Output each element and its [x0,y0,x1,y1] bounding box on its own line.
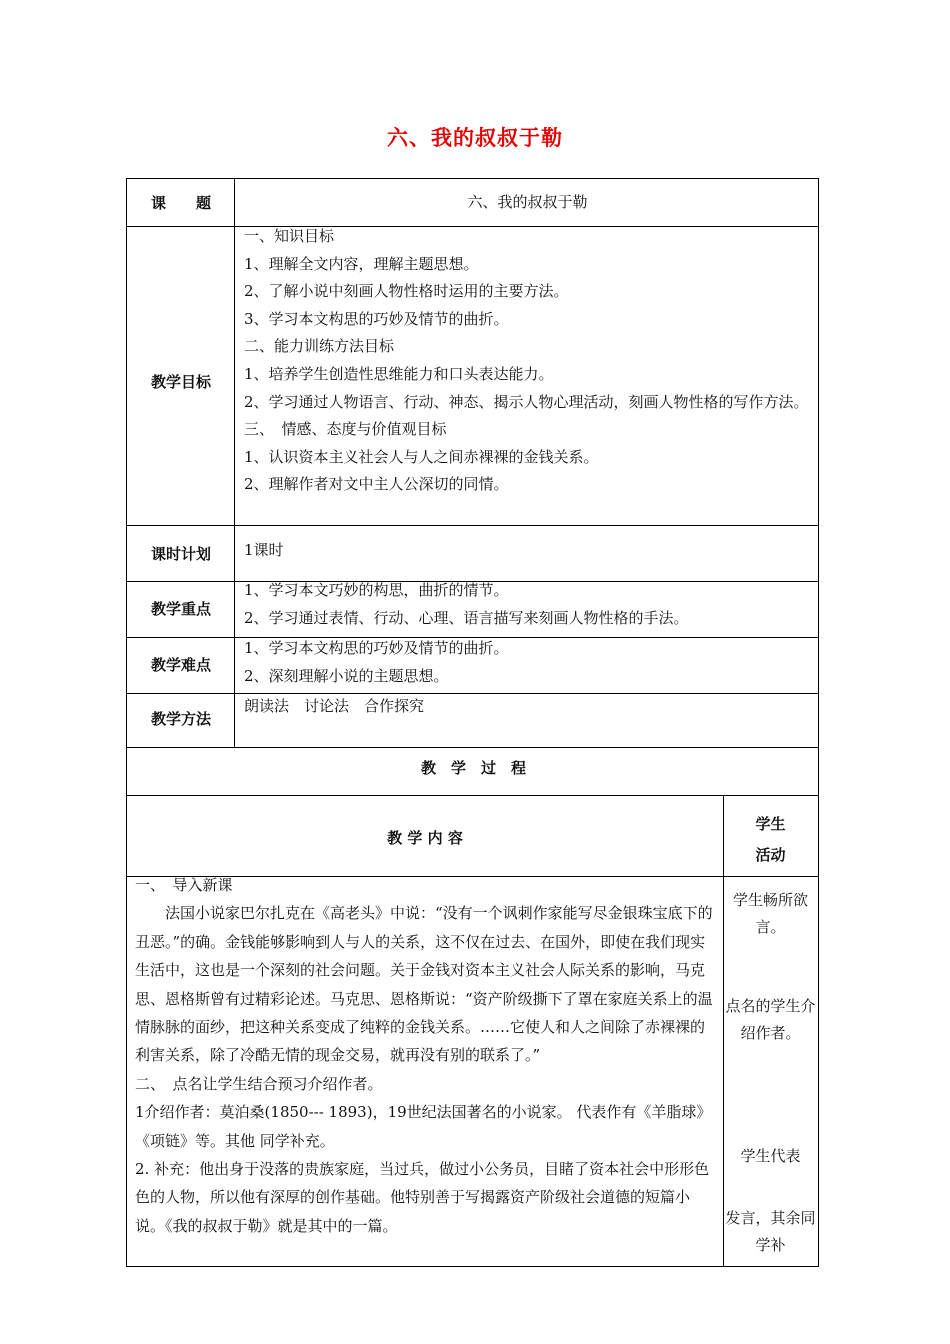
page-title: 六、我的叔叔于勒 [387,126,563,150]
activity-header-line-2: 活动 [755,846,786,864]
goal-line: 1、培养学生创造性思维能力和口头表达能力。 [244,364,554,383]
topic-label: 课 题 [150,194,211,212]
topic-value: 六、我的叔叔于勒 [467,193,588,211]
content-paragraph: 一、 导入新课 [135,876,233,894]
key-points-list [244,577,814,632]
content-paragraph: 2. 补充：他出身于没落的贵族家庭，当过兵，做过小公务员，目睹了资本社会中形形色色的人物，所以他有深厚的创作基础。他特别善于写揭露资产阶级社会道德的短篇小说。《我的叔叔于勒》就是其中的一篇。 [135,1160,710,1235]
goal-line: 2、学习通过人物语言、行动、神态、揭示人物心理活动，刻画人物性格的写作方法。 [244,392,809,411]
activity-header [724,809,817,871]
goal-line: 1、认识资本主义社会人与人之间赤裸裸的金钱关系。 [244,447,599,466]
activity-note: 点名的学生介绍作者。 [725,997,816,1042]
lesson-plan-table [126,178,819,1267]
process-header: 教 学 过 程 [420,759,526,777]
activity-header-line-1: 学生 [755,815,786,833]
goal-line: 三、 情感、态度与价值观目标 [244,420,447,439]
methods-value: 朗读法 讨论法 合作探究 [244,697,425,715]
activity-note: 学生代表 [740,1147,801,1165]
goal-line: 二、能力训练方法目标 [244,337,395,356]
content-paragraph: 二、 点名让学生结合预习介绍作者。 [135,1074,383,1093]
content-paragraph: 1介绍作者：莫泊桑(1850--- 1893)，19世纪法国著名的小说家。 代表作有《羊脂球》《项链》等。其他 同学补充。 [135,1103,712,1150]
key-point-line: 1、学习本文巧妙的构思，曲折的情节。 [244,581,509,599]
difficulties-list [244,635,814,690]
schedule-value: 1课时 [244,541,284,559]
row-divider [127,795,818,796]
goals-list [244,223,814,499]
row-divider [127,525,818,526]
methods-label: 教学方法 [150,710,211,728]
activity-note: 学生畅所欲言。 [732,891,808,936]
key-point-line: 2、学习通过表情、行动、心理、语言描写来刻画人物性格的手法。 [244,608,689,627]
goals-label: 教学目标 [150,373,211,391]
content-body [135,871,717,1240]
difficulty-line: 2、深刻理解小说的主题思想。 [244,666,449,685]
content-paragraph: 法国小说家巴尔扎克在《高老头》中说：“没有一个讽刺作家能写尽金银珠宝底下的丑恶。”的确。金钱能够影响到人与人的关系，这不仅在过去、在国外，即使在我们现实生活中，这也是一个深刻的社会问题。关于金钱对资本主义社会人际关系的影响，马克思、恩格斯曾有过精彩论述。马克思、恩格斯说：“资产阶级撕下了罩在家庭关系上的温情脉脉的面纱，把这种关系变成了纯粹的金钱关系。……它使人和人之间除了赤裸裸的利害关系，除了冷酷无情的现金交易，就再没有别的联系了。” [135,904,713,1065]
goal-line: 2、理解作者对文中主人公深切的同情。 [244,475,509,494]
difficulties-label: 教学难点 [150,656,211,674]
goal-line: 2、了解小说中刻画人物性格时运用的主要方法。 [244,282,569,301]
row-divider [127,747,818,748]
key-points-label: 教学重点 [150,600,211,618]
content-header: 教 学 内 容 [387,829,463,847]
goal-line: 3、学习本文构思的巧妙及情节的曲折。 [244,309,509,328]
goal-line: 1、理解全文内容，理解主题思想。 [244,254,479,273]
difficulty-line: 1、学习本文构思的巧妙及情节的曲折。 [244,639,509,657]
goal-line: 一、知识目标 [244,227,335,245]
schedule-label: 课时计划 [150,545,211,563]
activity-note: 发言，其余同学补 [725,1209,816,1254]
